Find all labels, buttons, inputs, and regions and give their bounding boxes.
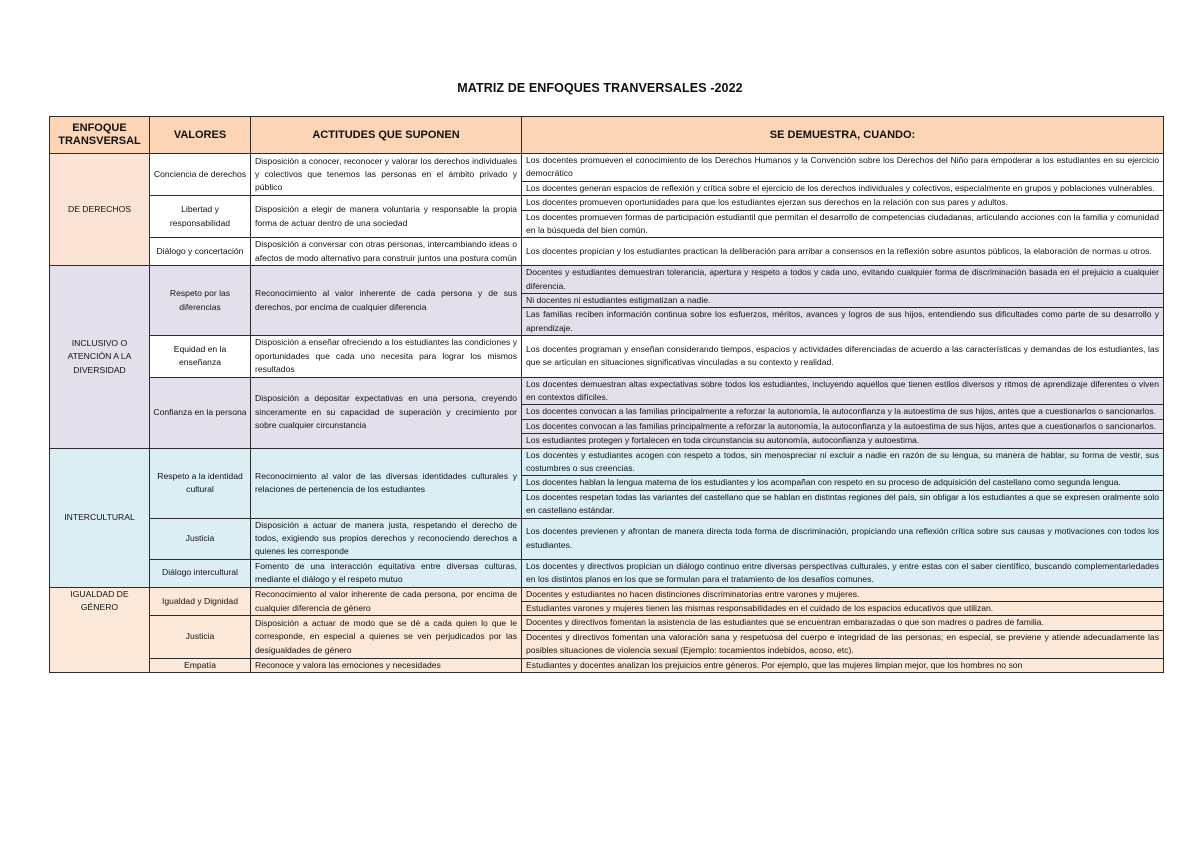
header-enfoque: ENFOQUE TRANSVERSAL xyxy=(50,117,150,154)
value-cell: Justicia xyxy=(150,518,251,559)
table-row xyxy=(50,518,1164,559)
transversal-approaches-matrix xyxy=(49,116,1164,673)
evidence-cell: Los docentes promueven formas de participación estudiantil que permitan el desarrollo de competencias ciudadanas, articulando acciones con la familia y comunidad en la búsqueda del bien común. xyxy=(522,210,1164,238)
evidence-cell: Estudiantes varones y mujeres tienen las mismas responsabilidades en el cuidado de los espacios educativos que utilizan. xyxy=(522,602,1164,616)
value-cell: Igualdad y Dignidad xyxy=(150,587,251,616)
table-row xyxy=(50,587,1164,601)
header-demuestra: SE DEMUESTRA, CUANDO: xyxy=(522,117,1164,154)
evidence-cell: Los docentes respetan todas las variantes del castellano que se hablan en distintas regiones del país, sin obligar a los estudiantes a que se expresen oralmente solo en castellano estándar. xyxy=(522,490,1164,518)
evidence-cell: Los docentes convocan a las familias principalmente a reforzar la autonomía, la autoconfianza y la autoestima de sus hijos, antes que a cuestionarlos o sancionarlos. xyxy=(522,419,1164,433)
evidence-cell: Docentes y directivos fomentan la asistencia de las estudiantes que se encuentran embarazadas o que son madres o padres de familia. xyxy=(522,616,1164,630)
attitude-cell: Disposición a enseñar ofreciendo a los estudiantes las condiciones y oportunidades que cada uno necesita para lograr los mismos resultados xyxy=(251,336,522,377)
value-cell: Equidad en la enseñanza xyxy=(150,336,251,377)
value-cell: Libertad y responsabilidad xyxy=(150,196,251,238)
attitude-cell: Disposición a actuar de manera justa, respetando el derecho de todos, exigiendo sus propios derechos y reconociendo derechos a quienes les corresponde xyxy=(251,518,522,559)
table-row xyxy=(50,154,1164,182)
evidence-cell: Los docentes promueven oportunidades para que los estudiantes ejerzan sus derechos en la relación con sus pares y adultos. xyxy=(522,196,1164,210)
evidence-cell: Docentes y directivos fomentan una valoración sana y respetuosa del cuerpo e integridad de las personas; en especial, se previene y atiende adecuadamente las posibles situaciones de violencia sexual (Ejemplo: tocamientos indebidos, acoso, etc). xyxy=(522,630,1164,658)
enfoque-inclusivo: INCLUSIVO O ATENCIÓN A LA DIVERSIDAD xyxy=(50,266,150,448)
value-cell: Respeto a la identidad cultural xyxy=(150,448,251,518)
value-cell: Justicia xyxy=(150,616,251,658)
header-actitudes: ACTITUDES QUE SUPONEN xyxy=(251,117,522,154)
evidence-cell: Docentes y estudiantes no hacen distinciones discriminatorias entre varones y mujeres. xyxy=(522,587,1164,601)
evidence-cell: Los estudiantes protegen y fortalecen en toda circunstancia su autonomía, autoconfianza y autoestima. xyxy=(522,434,1164,448)
value-cell: Confianza en la persona xyxy=(150,377,251,448)
value-cell: Diálogo y concertación xyxy=(150,238,251,266)
table-row xyxy=(50,377,1164,405)
enfoque-genero: IGUALDAD DE GÉNERO xyxy=(50,587,150,672)
evidence-cell: Ni docentes ni estudiantes estigmatizan a nadie. xyxy=(522,294,1164,308)
evidence-cell: Los docentes generan espacios de reflexión y crítica sobre el ejercicio de los derechos individuales y colectivos, especialmente en grupos y poblaciones vulnerables. xyxy=(522,181,1164,195)
table-row xyxy=(50,336,1164,377)
evidence-cell: Los docentes y estudiantes acogen con respeto a todos, sin menospreciar ni excluir a nadie en razón de su lengua, su manera de hablar, su forma de vestir, sus costumbres o sus creencias. xyxy=(522,448,1164,476)
enfoque-derechos: DE DERECHOS xyxy=(50,154,150,266)
value-cell: Conciencia de derechos xyxy=(150,154,251,196)
document-title: MATRIZ DE ENFOQUES TRANVERSALES -2022 xyxy=(457,81,743,95)
table-row xyxy=(50,238,1164,266)
evidence-cell: Las familias reciben información continua sobre los esfuerzos, méritos, avances y logros de sus hijos, entendiendo sus dificultades como parte de su desarrollo y aprendizaje. xyxy=(522,308,1164,336)
header-valores: VALORES xyxy=(150,117,251,154)
value-cell: Respeto por las diferencias xyxy=(150,266,251,336)
table-row xyxy=(50,559,1164,587)
table-row xyxy=(50,196,1164,210)
attitude-cell: Reconocimiento al valor inherente de cada persona y de sus derechos, por encima de cualquier diferencia xyxy=(251,266,522,336)
evidence-cell: Los docentes previenen y afrontan de manera directa toda forma de discriminación, propiciando una reflexión crítica sobre sus causas y motivaciones con todos los estudiantes. xyxy=(522,518,1164,559)
attitude-cell: Reconocimiento al valor inherente de cada persona, por encima de cualquier diferencia de género xyxy=(251,587,522,616)
table-row xyxy=(50,658,1164,672)
value-cell: Diálogo intercultural xyxy=(150,559,251,587)
attitude-cell: Disposición a actuar de modo que se dé a cada quien lo que le corresponde, en especial a quienes se ven perjudicados por las desigualdades de género xyxy=(251,616,522,658)
attitude-cell: Disposición a elegir de manera voluntaria y responsable la propia forma de actuar dentro de una sociedad xyxy=(251,196,522,238)
attitude-cell: Disposición a conversar con otras personas, intercambiando ideas o afectos de modo alternativo para construir juntos una postura común xyxy=(251,238,522,266)
attitude-cell: Fomento de una interacción equitativa entre diversas culturas, mediante el diálogo y el respeto mutuo xyxy=(251,559,522,587)
evidence-cell: Los docentes convocan a las familias principalmente a reforzar la autonomía, la autoconfianza y la autoestima de sus hijos, antes que a cuestionarlos o sancionarlos. xyxy=(522,405,1164,419)
evidence-cell: Los docentes promueven el conocimiento de los Derechos Humanos y la Convención sobre los Derechos del Niño para empoderar a los estudiantes en su ejercicio democrático xyxy=(522,154,1164,182)
evidence-cell: Los docentes programan y enseñan considerando tiempos, espacios y actividades diferenciadas de acuerdo a las características y demandas de los estudiantes, las que se articulan en situaciones significativas vinculadas a su contexto y realidad. xyxy=(522,336,1164,377)
evidence-cell: Los docentes propician y los estudiantes practican la deliberación para arribar a consensos en la reflexión sobre asuntos públicos, la elaboración de normas u otros. xyxy=(522,238,1164,266)
table-row xyxy=(50,448,1164,476)
attitude-cell: Disposición a conocer, reconocer y valorar los derechos individuales y colectivos que tenemos las personas en el ámbito privado y público xyxy=(251,154,522,196)
table-row xyxy=(50,266,1164,294)
attitude-cell: Reconocimiento al valor de las diversas identidades culturales y relaciones de pertenencia de los estudiantes xyxy=(251,448,522,518)
evidence-cell: Los docentes y directivos propician un diálogo continuo entre diversas perspectivas culturales, y entre estas con el saber científico, buscando complementariedades en los distintos planos en los que se formulan para el tratamiento de los desafíos comunes. xyxy=(522,559,1164,587)
enfoque-intercultural: INTERCULTURAL xyxy=(50,448,150,587)
evidence-cell: Docentes y estudiantes demuestran tolerancia, apertura y respeto a todos y cada uno, evitando cualquier forma de discriminación basada en el prejuicio a cualquier diferencia. xyxy=(522,266,1164,294)
evidence-cell: Los docentes demuestran altas expectativas sobre todos los estudiantes, incluyendo aquellos que tienen estilos diversos y ritmos de aprendizaje diferentes o viven en contextos difíciles. xyxy=(522,377,1164,405)
value-cell: Empatía xyxy=(150,658,251,672)
attitude-cell: Disposición a depositar expectativas en una persona, creyendo sinceramente en su capacidad de superación y crecimiento por sobre cualquier circunstancia xyxy=(251,377,522,448)
evidence-cell: Estudiantes y docentes analizan los prejuicios entre géneros. Por ejemplo, que las mujeres limpian mejor, que los hombres no son xyxy=(522,658,1164,672)
attitude-cell: Reconoce y valora las emociones y necesidades xyxy=(251,658,522,672)
table-row xyxy=(50,616,1164,630)
table-header-row xyxy=(50,117,1164,154)
evidence-cell: Los docentes hablan la lengua materna de los estudiantes y los acompañan con respeto en su proceso de adquisición del castellano como segunda lengua. xyxy=(522,476,1164,490)
